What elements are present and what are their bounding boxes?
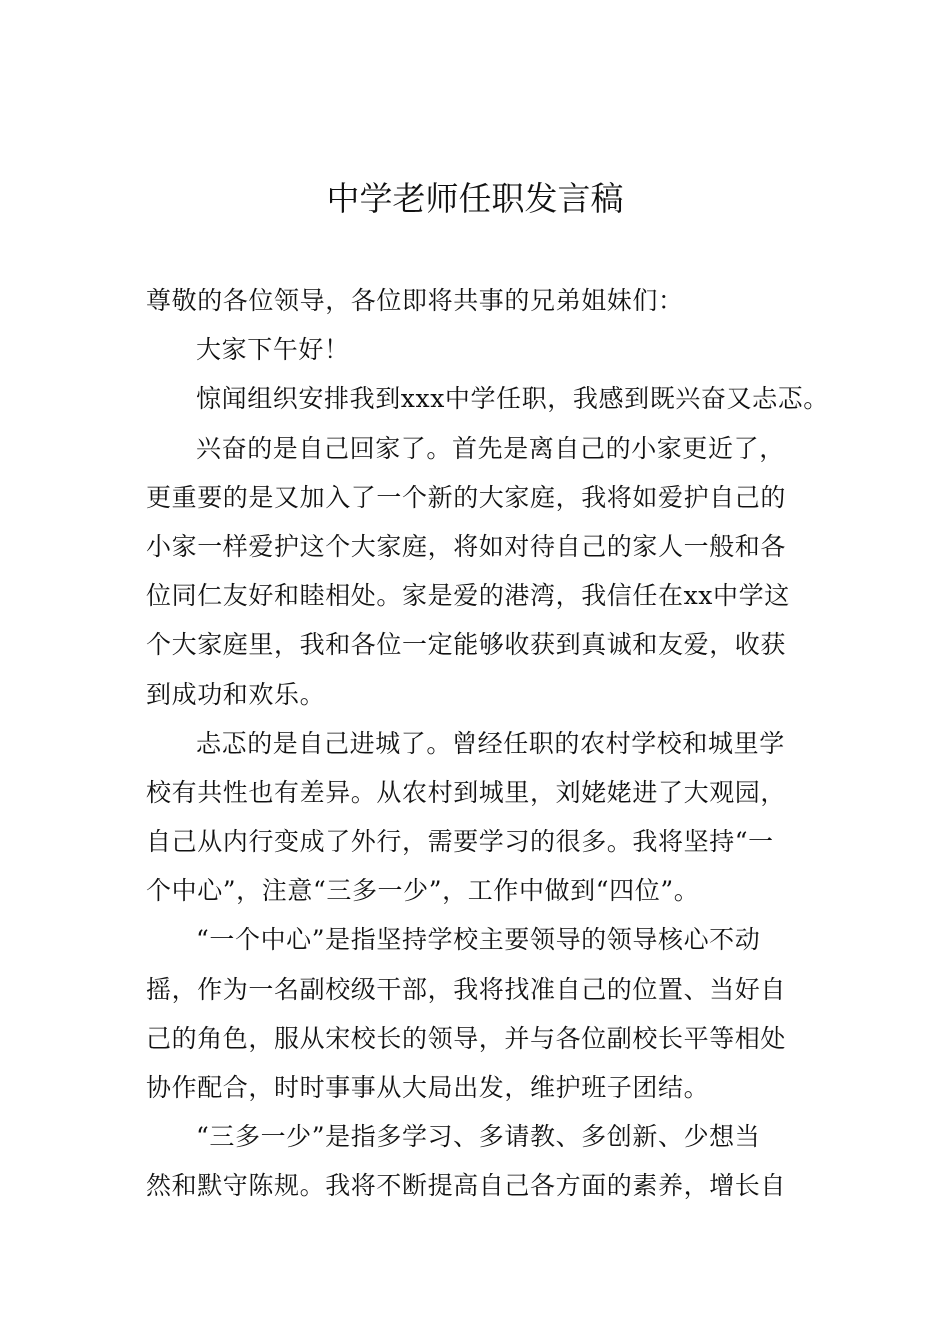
paragraph-line: 然和默守陈规。我将不断提高自己各方面的素养，增长自: [146, 1171, 787, 1201]
paragraph-line: 己的角色，服从宋校长的领导，并与各位副校长平等相处: [146, 1023, 787, 1053]
paragraph-line: 位同仁友好和睦相处。家是爱的港湾，我信任在xx中学这: [146, 581, 790, 611]
paragraph-line: 自己从内行变成了外行，需要学习的很多。我将坚持“一: [146, 827, 774, 857]
paragraph-line: 协作配合，时时事事从大局出发，维护班子团结。: [146, 1073, 710, 1102]
salutation-line: 尊敬的各位领导，各位即将共事的兄弟姐妹们：: [146, 286, 684, 315]
paragraph-line: 忐忑的是自己进城了。曾经任职的农村学校和城里学: [196, 728, 785, 758]
paragraph-line: 个大家庭里，我和各位一定能够收获到真诚和友爱，收获: [146, 630, 787, 660]
paragraph-line: 摇，作为一名副校级干部，我将找准自己的位置、当好自: [146, 974, 787, 1004]
paragraph-line: 到成功和欢乐。: [146, 679, 326, 709]
greeting-line: 大家下午好！: [196, 335, 350, 365]
paragraph-line: 个中心”，注意“三多一少”，工作中做到“四位”。: [146, 876, 700, 906]
paragraph-line: “三多一少”是指多学习、多请教、多创新、少想当: [196, 1122, 761, 1152]
paragraph-line: 更重要的是又加入了一个新的大家庭，我将如爱护自己的: [146, 482, 787, 512]
document-title: 中学老师任职发言稿: [326, 179, 624, 218]
paragraph-line: 兴奋的是自己回家了。首先是离自己的小家更近了，: [196, 433, 785, 463]
document-body: [146, 276, 829, 1211]
paragraph-line: 惊闻组织安排我到xxx中学任职，我感到既兴奋又忐忑。: [196, 384, 829, 414]
paragraph-line: “一个中心”是指坚持学校主要领导的领导核心不动: [196, 925, 761, 955]
paragraph-line: 小家一样爱护这个大家庭，将如对待自己的家人一般和各: [146, 531, 787, 561]
paragraph-line: 校有共性也有差异。从农村到城里，刘姥姥进了大观园，: [146, 777, 787, 807]
